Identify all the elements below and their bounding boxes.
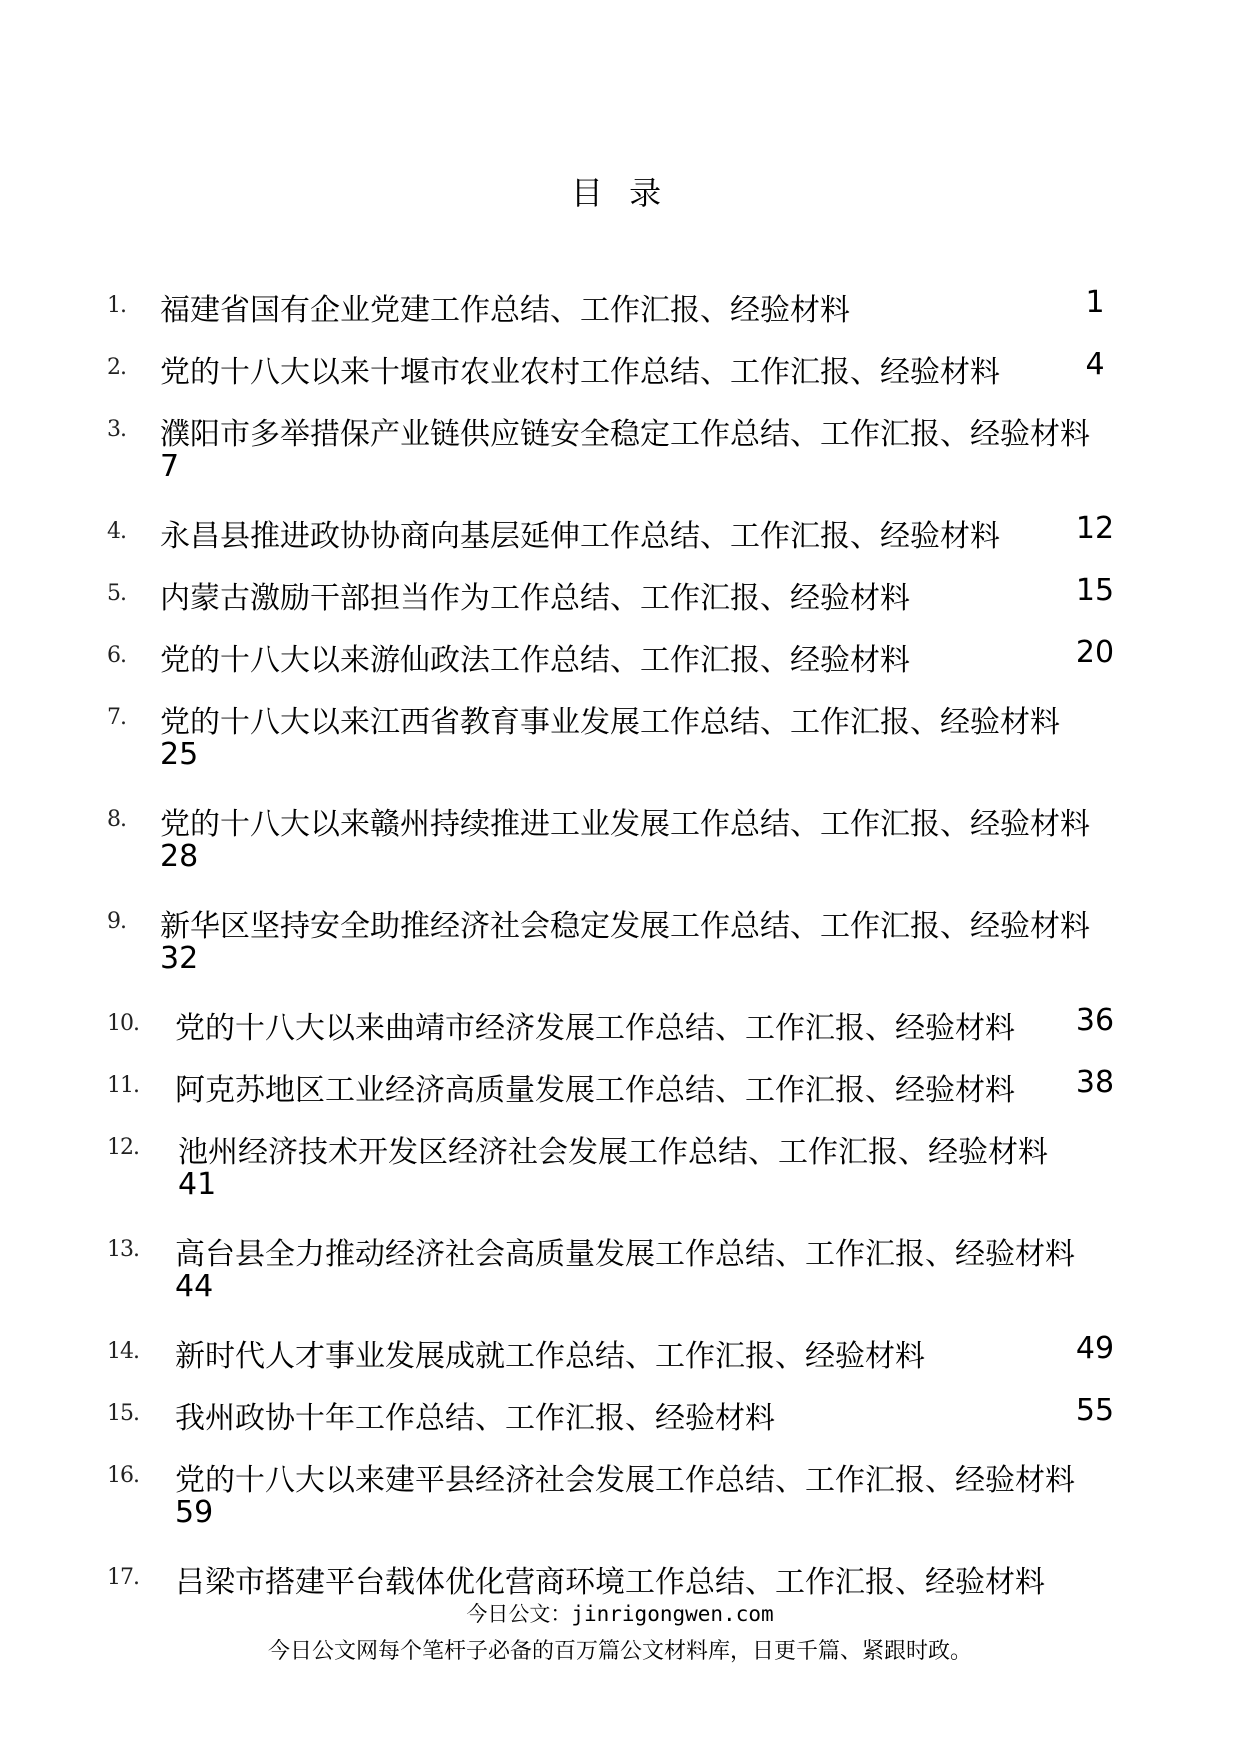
toc-entry-title[interactable]: 濮阳市多举措保产业链供应链安全稳定工作总结、工作汇报、经验材料 xyxy=(160,417,1090,452)
toc-entry-page: 44 xyxy=(175,1269,214,1304)
toc-entry-page: 28 xyxy=(160,839,199,874)
toc-entry-title[interactable]: 内蒙古激励干部担当作为工作总结、工作汇报、经验材料 xyxy=(160,581,910,616)
toc-entry-title[interactable]: 永昌县推进政协协商向基层延伸工作总结、工作汇报、经验材料 xyxy=(160,519,1000,554)
toc-entry-page: 49 xyxy=(1075,1331,1115,1366)
toc-entry-title[interactable]: 党的十八大以来江西省教育事业发展工作总结、工作汇报、经验材料 xyxy=(160,705,1060,740)
toc-entry-title[interactable]: 高台县全力推动经济社会高质量发展工作总结、工作汇报、经验材料 xyxy=(175,1237,1075,1272)
toc-entry-number: 4. xyxy=(107,519,126,544)
page-title: 目 录 xyxy=(570,174,670,212)
toc-entry-number: 10. xyxy=(107,1011,139,1036)
toc-entry-page: 55 xyxy=(1075,1393,1115,1428)
toc-entry-page: 32 xyxy=(160,941,199,976)
footer-slogan: 今日公文网每个笔杆子必备的百万篇公文材料库，日更千篇、紧跟时政。 xyxy=(267,1639,972,1664)
toc-entry-number: 13. xyxy=(107,1237,139,1262)
footer-site xyxy=(0,1598,1240,1628)
toc-entry-title[interactable]: 党的十八大以来赣州持续推进工业发展工作总结、工作汇报、经验材料 xyxy=(160,807,1090,842)
toc-entry-page: 25 xyxy=(160,737,199,772)
toc-entry-title[interactable]: 党的十八大以来曲靖市经济发展工作总结、工作汇报、经验材料 xyxy=(175,1011,1015,1046)
toc-entry-number: 14. xyxy=(107,1339,139,1364)
toc-entry-page: 41 xyxy=(178,1167,217,1202)
toc-entry-page: 12 xyxy=(1075,511,1115,546)
toc-entry-page: 20 xyxy=(1075,635,1115,670)
footer-site-link[interactable]: jinrigongwen.com xyxy=(571,1602,774,1626)
toc-entry-number: 9. xyxy=(107,909,126,934)
toc-entry-number: 7. xyxy=(107,705,126,730)
toc-entry-title[interactable]: 党的十八大以来游仙政法工作总结、工作汇报、经验材料 xyxy=(160,643,910,678)
toc-entry-number: 3. xyxy=(107,417,126,442)
toc-entry-title[interactable]: 党的十八大以来建平县经济社会发展工作总结、工作汇报、经验材料 xyxy=(175,1463,1075,1498)
toc-entry-page: 36 xyxy=(1075,1003,1115,1038)
footer-site-label: 今日公文： xyxy=(466,1602,572,1626)
toc-entry-number: 8. xyxy=(107,807,126,832)
toc-entry-title[interactable]: 福建省国有企业党建工作总结、工作汇报、经验材料 xyxy=(160,293,850,328)
toc-entry-number: 12. xyxy=(107,1135,139,1160)
toc-entry-title[interactable]: 我州政协十年工作总结、工作汇报、经验材料 xyxy=(175,1401,775,1436)
toc-entry-number: 1. xyxy=(107,293,126,318)
toc-entry-page: 38 xyxy=(1075,1065,1115,1100)
toc-entry-number: 11. xyxy=(107,1073,139,1098)
toc-entry-title[interactable]: 阿克苏地区工业经济高质量发展工作总结、工作汇报、经验材料 xyxy=(175,1073,1015,1108)
toc-entry-number: 6. xyxy=(107,643,126,668)
toc-entry-title[interactable]: 新时代人才事业发展成就工作总结、工作汇报、经验材料 xyxy=(175,1339,925,1374)
toc-entry-title[interactable]: 新华区坚持安全助推经济社会稳定发展工作总结、工作汇报、经验材料 xyxy=(160,909,1090,944)
toc-entry-number: 2. xyxy=(107,355,126,380)
toc-entry-page: 7 xyxy=(160,449,180,484)
toc-entry-page: 15 xyxy=(1075,573,1115,608)
toc-entry-page: 4 xyxy=(1085,347,1105,382)
toc-entry-page: 1 xyxy=(1085,285,1105,320)
toc-entry-title[interactable]: 池州经济技术开发区经济社会发展工作总结、工作汇报、经验材料 xyxy=(178,1135,1048,1170)
toc-entry-title[interactable]: 吕梁市搭建平台载体优化营商环境工作总结、工作汇报、经验材料 xyxy=(175,1565,1045,1600)
toc-entry-number: 5. xyxy=(107,581,126,606)
toc-entry-number: 16. xyxy=(107,1463,139,1488)
toc-entry-number: 17. xyxy=(107,1565,139,1590)
toc-entry-number: 15. xyxy=(107,1401,139,1426)
toc-entry-title[interactable]: 党的十八大以来十堰市农业农村工作总结、工作汇报、经验材料 xyxy=(160,355,1000,390)
toc-entry-page: 59 xyxy=(175,1495,214,1530)
